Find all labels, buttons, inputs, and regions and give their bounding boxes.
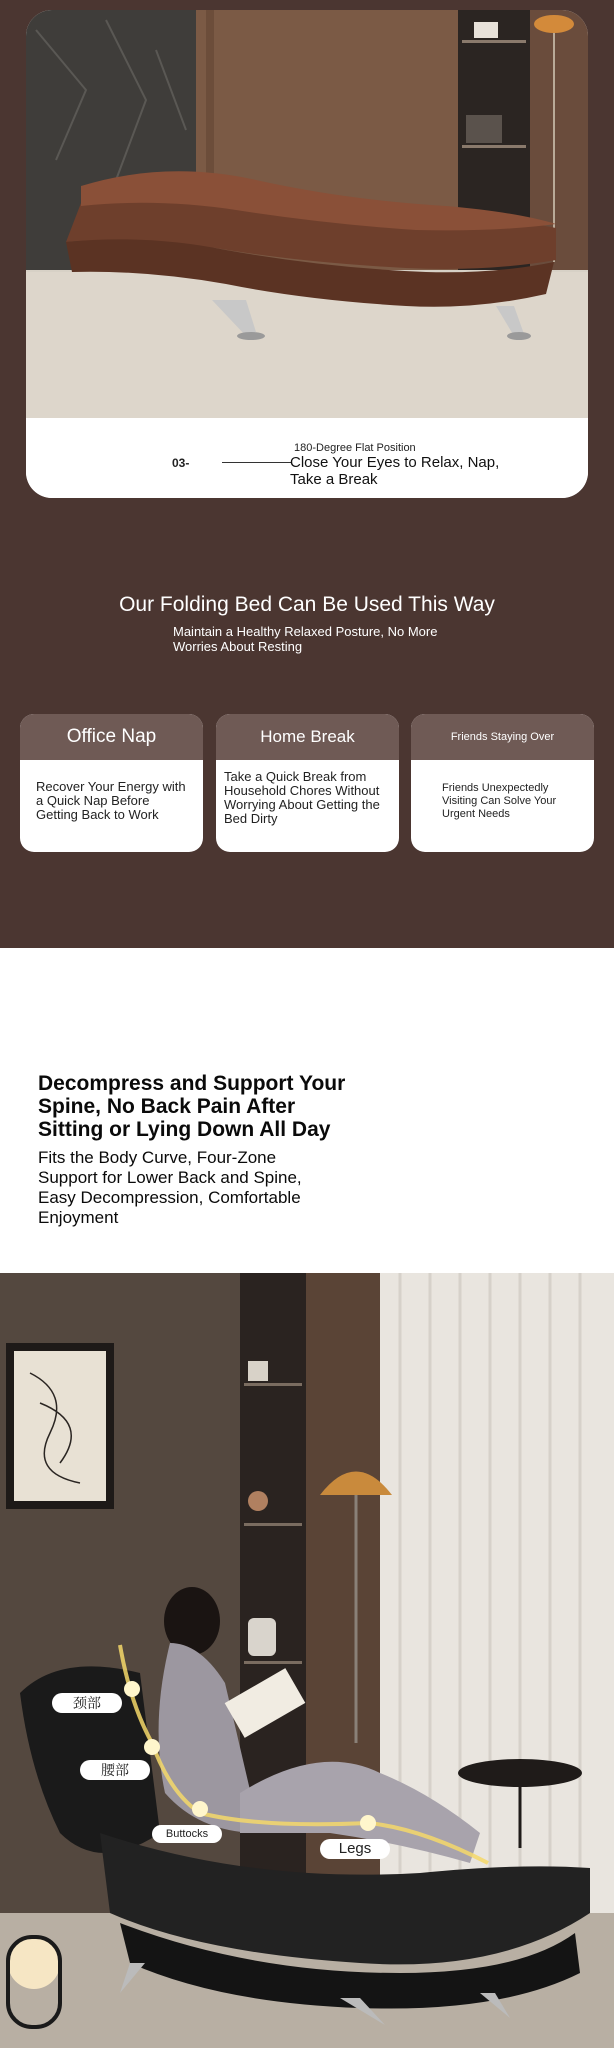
step-title: Close Your Eyes to Relax, Nap, Take a Break xyxy=(290,454,500,488)
use-card-title: Home Break xyxy=(216,714,399,760)
step-divider xyxy=(222,462,292,463)
zone-label-neck: 颈部 xyxy=(52,1693,122,1713)
reclining-woman-photo xyxy=(0,1273,614,2048)
spine-title: Decompress and Support Your Spine, No Back Pain After Sitting or Lying Down All Day xyxy=(38,1072,346,1141)
step-kicker: 180-Degree Flat Position xyxy=(294,442,416,454)
use-card-title: Friends Staying Over xyxy=(411,714,594,760)
use-card-friends-staying xyxy=(411,714,594,852)
sofa-bed-photo xyxy=(26,10,588,418)
use-card-office-nap xyxy=(20,714,203,852)
usage-title: Our Folding Bed Can Be Used This Way xyxy=(119,593,495,616)
zone-label-buttocks: Buttocks xyxy=(152,1825,222,1843)
use-card-text: Friends Unexpectedly Visiting Can Solve Your Urgent Needs xyxy=(442,782,557,820)
usage-subtitle: Maintain a Healthy Relaxed Posture, No More Worries About Resting xyxy=(173,624,438,654)
use-card-text: Recover Your Energy with a Quick Nap Before Getting Back to Work xyxy=(36,779,186,822)
use-card-text: Take a Quick Break from Household Chores Without Worrying About Getting the Bed Dirty xyxy=(224,769,380,826)
step-number: 03- xyxy=(172,456,190,470)
hero-card xyxy=(26,10,588,498)
use-card-home-break xyxy=(216,714,399,852)
zone-label-legs: Legs xyxy=(320,1839,390,1859)
hero-caption xyxy=(26,418,588,498)
zone-label-waist: 腰部 xyxy=(80,1760,150,1780)
use-card-title: Office Nap xyxy=(20,714,203,760)
spine-description: Fits the Body Curve, Four-Zone Support for Lower Back and Spine, Easy Decompression, Comfortable Enjoyment xyxy=(38,1148,302,1227)
